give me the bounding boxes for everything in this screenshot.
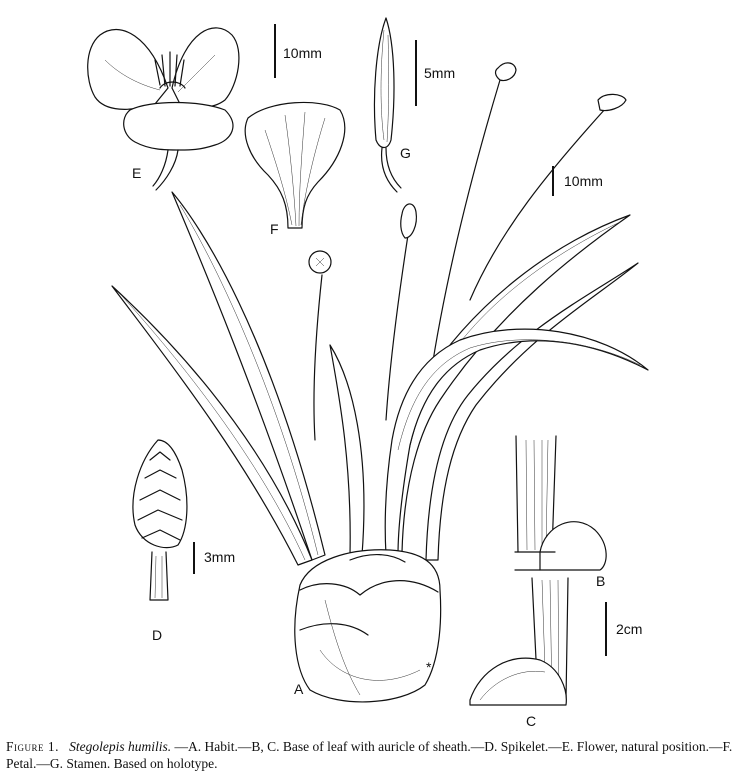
scale-label-bc: 2cm [616,621,643,637]
label-c: C [526,713,537,729]
flower-drawing-e [88,28,239,190]
label-d: D [152,627,163,643]
leaf-base-drawing-b [515,436,606,570]
asterisk-mark: * [426,659,432,675]
caption-figure-number: Figure 1. [6,739,60,754]
label-e: E [132,165,142,181]
caption-text: —A. Habit.—B, C. Base of leaf with auricle of sheath.—D. Spikelet.—E. Flower, natural position.—F. Petal.—G. Stamen. Based on holotype. [6,739,733,771]
scale-label-g: 5mm [424,65,456,81]
scale-label-a: 10mm [564,173,603,189]
stamen-drawing-g [374,18,401,192]
leaf-base-drawing-c [470,578,568,705]
figure-caption [6,738,746,772]
spikelet-drawing-d [133,440,187,600]
caption-species: Stegolepis humilis. [69,739,172,754]
label-b: B [596,573,606,589]
label-a: A [294,681,304,697]
label-f: F [270,221,279,237]
petal-drawing-f [245,102,345,228]
scale-label-e: 10mm [283,45,322,61]
scale-label-d: 3mm [204,549,236,565]
label-g: G [400,145,411,161]
